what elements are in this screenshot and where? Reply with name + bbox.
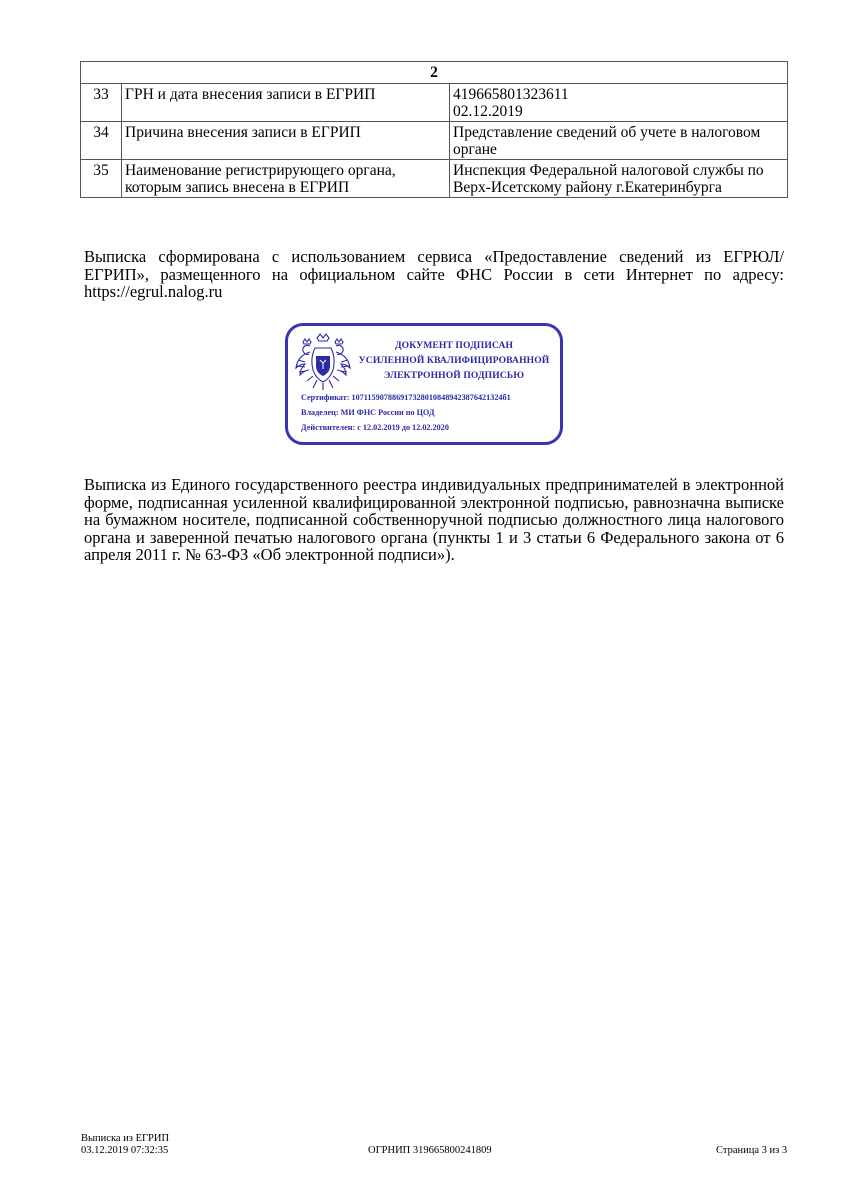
legal-note-paragraph: Выписка из Единого государственного реестра индивидуальных предпринимателей в электронной форме, подписанная усиленной квалифицированной электронной подписью, равнозначна выписке на бумажном носителе, подписанной собственноручной подписью должностного лица налогового органа и заверенной печатью налогового органа (пункты 1 и 3 статьи 6 Федерального закона от 6 апреля 2011 г. № 63-ФЗ «Об электронной подписи»). — [84, 475, 784, 564]
row-number: 35 — [81, 160, 122, 198]
registry-table — [80, 61, 788, 198]
stamp-title-line: УСИЛЕННОЙ КВАЛИФИЦИРОВАННОЙ — [358, 355, 550, 366]
stamp-validity: Действителен: с 12.02.2019 до 12.02.2020 — [301, 423, 449, 432]
table-header-row — [81, 62, 788, 84]
table-section-number: 2 — [81, 62, 788, 84]
stamp-title-line: ДОКУМЕНТ ПОДПИСАН — [394, 340, 514, 351]
grn-value: 419665801323611 — [453, 86, 569, 103]
row-value: Инспекция Федеральной налоговой службы по Верх-Исетскому району г.Екатеринбурга — [450, 160, 788, 198]
stamp-owner: Владелец: МИ ФНС России по ЦОД — [301, 408, 435, 417]
row-number: 34 — [81, 122, 122, 160]
stamp-title — [348, 338, 560, 383]
table-row — [81, 84, 788, 122]
row-name: ГРН и дата внесения записи в ЕГРИП — [122, 84, 450, 122]
row-number: 33 — [81, 84, 122, 122]
electronic-signature-stamp — [285, 323, 563, 445]
record-date-value: 02.12.2019 — [453, 103, 523, 120]
footer-doc-name: Выписка из ЕГРИП — [81, 1133, 170, 1144]
table-row — [81, 160, 788, 198]
row-value — [450, 84, 788, 122]
table-row — [81, 122, 788, 160]
service-note-paragraph: Выписка сформирована с использованием сервиса «Предоставление сведений из ЕГРЮЛ/ЕГРИП», размещенного на официальном сайте ФНС России в сети Интернет по адресу: https://egrul.nalog.ru — [84, 247, 784, 301]
footer-page-number: Страница 3 из 3 — [716, 1145, 788, 1156]
row-name: Наименование регистрирующего органа, которым запись внесена в ЕГРИП — [122, 160, 450, 198]
footer-ogrnip: ОГРНИП 319665800241809 — [368, 1145, 492, 1156]
stamp-title-line: ЭЛЕКТРОННОЙ ПОДПИСЬЮ — [383, 370, 525, 381]
row-value: Представление сведений об учете в налоговом органе — [450, 122, 788, 160]
footer-document-info — [81, 1133, 169, 1157]
stamp-certificate: Сертификат: 1071159078869173280108489423876421324б1 — [301, 393, 511, 402]
footer-timestamp: 03.12.2019 07:32:35 — [81, 1145, 169, 1156]
russian-coat-of-arms-icon — [293, 330, 353, 392]
row-name: Причина внесения записи в ЕГРИП — [122, 122, 450, 160]
